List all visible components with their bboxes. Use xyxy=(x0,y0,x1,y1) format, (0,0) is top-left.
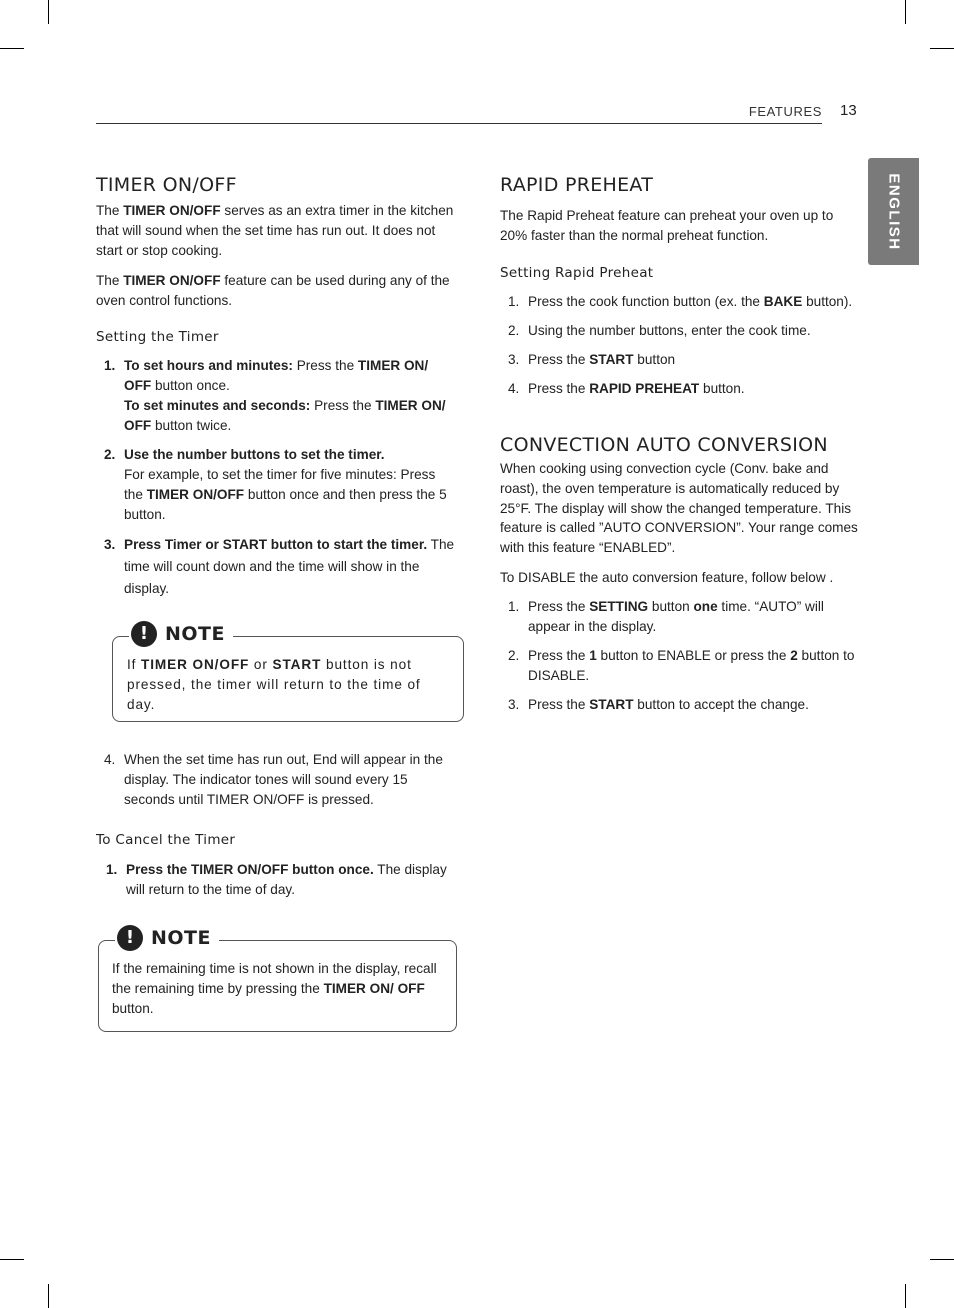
convection-disable-intro: To DISABLE the auto conversion feature, follow below . xyxy=(500,569,834,585)
crop-mark xyxy=(905,0,906,24)
timer-intro-2: The TIMER ON/OFF feature can be used during any of the oven control functions. xyxy=(96,273,450,308)
exclamation-icon: ! xyxy=(117,925,143,951)
list-item: 3. Press the START button to accept the change. xyxy=(508,696,809,712)
list-item: 3. Press the START button xyxy=(508,352,676,367)
language-tab xyxy=(868,158,919,265)
right-column xyxy=(500,170,862,715)
timer-steps xyxy=(96,356,456,600)
cancel-timer-heading: To Cancel the Timer xyxy=(96,832,236,848)
list-item: 3. Press Timer or START button to start the timer. The time will count down and the time will show in the display. xyxy=(104,537,455,596)
list-item: 4. Press the RAPID PREHEAT button. xyxy=(508,381,745,396)
timer-steps-continued xyxy=(96,750,456,810)
setting-timer-heading: Setting the Timer xyxy=(96,329,219,345)
crop-mark xyxy=(905,1284,906,1308)
crop-mark xyxy=(930,48,954,49)
cancel-steps xyxy=(96,860,456,900)
note-text: If the remaining time is not shown in the display, recall the remaining time by pressing the TIMER ON/ OFF button. xyxy=(112,961,437,1016)
list-item: 2. Press the 1 button to ENABLE or press the 2 button to DISABLE. xyxy=(508,647,855,683)
note-text: If TIMER ON/OFF or START button is not pressed, the timer will return to the time of day. xyxy=(127,657,421,712)
list-item: 1. To set hours and minutes: Press the TIMER ON/ OFF button once. To set minutes and seconds: Press the TIMER ON/ OFF button twice. xyxy=(104,358,446,433)
crop-mark xyxy=(48,1284,49,1308)
note-title: NOTE xyxy=(165,623,225,645)
timer-intro-1: The TIMER ON/OFF serves as an extra timer in the kitchen that will sound when the set time has run out. It does not start or stop cooking. xyxy=(96,203,454,258)
note-header xyxy=(129,621,233,647)
left-column xyxy=(96,170,456,1032)
convection-steps xyxy=(500,597,862,715)
language-tab-label: ENGLISH xyxy=(885,172,902,251)
crop-mark xyxy=(0,48,24,49)
header-rule xyxy=(96,123,822,124)
setting-rapid-preheat-heading: Setting Rapid Preheat xyxy=(500,265,654,281)
page-number: 13 xyxy=(840,102,857,119)
rapid-preheat-steps xyxy=(500,292,862,399)
exclamation-icon: ! xyxy=(131,621,157,647)
convection-intro: When cooking using convection cycle (Conv. bake and roast), the oven temperature is automatically reduced by 25°F. The display will show the changed temperature. This feature is called ”AUTO CONVERSION”. Your range comes with this feature “ENABLED”. xyxy=(500,461,858,556)
list-item: 1. Press the SETTING button one time. “AUTO” will appear in the display. xyxy=(508,598,824,634)
list-item: 4. When the set time has run out, End will appear in the display. The indicator tones will sound every 15 seconds until TIMER ON/OFF is pressed. xyxy=(104,752,443,807)
note-title: NOTE xyxy=(151,927,211,949)
list-item: 1. Press the cook function button (ex. the BAKE button). xyxy=(508,294,853,309)
crop-mark xyxy=(930,1259,954,1260)
list-item: 1. Press the TIMER ON/OFF button once. The display will return to the time of day. xyxy=(106,862,447,897)
note-box xyxy=(112,623,464,722)
crop-mark xyxy=(0,1259,24,1260)
convection-title: CONVECTION AUTO CONVERSION xyxy=(500,434,828,456)
crop-mark xyxy=(48,0,49,24)
list-item: 2. Use the number buttons to set the timer. For example, to set the timer for five minutes: Press the TIMER ON/OFF button once and then press the 5 button. xyxy=(104,447,447,522)
running-header-section: FEATURES xyxy=(748,104,822,119)
note-box xyxy=(98,927,457,1032)
rapid-preheat-intro: The Rapid Preheat feature can preheat your oven up to 20% faster than the normal preheat function. xyxy=(500,208,834,243)
rapid-preheat-title: RAPID PREHEAT xyxy=(500,174,654,196)
timer-title: TIMER ON/OFF xyxy=(96,174,237,196)
list-item: 2. Using the number buttons, enter the cook time. xyxy=(508,323,811,338)
note-header xyxy=(115,925,219,951)
